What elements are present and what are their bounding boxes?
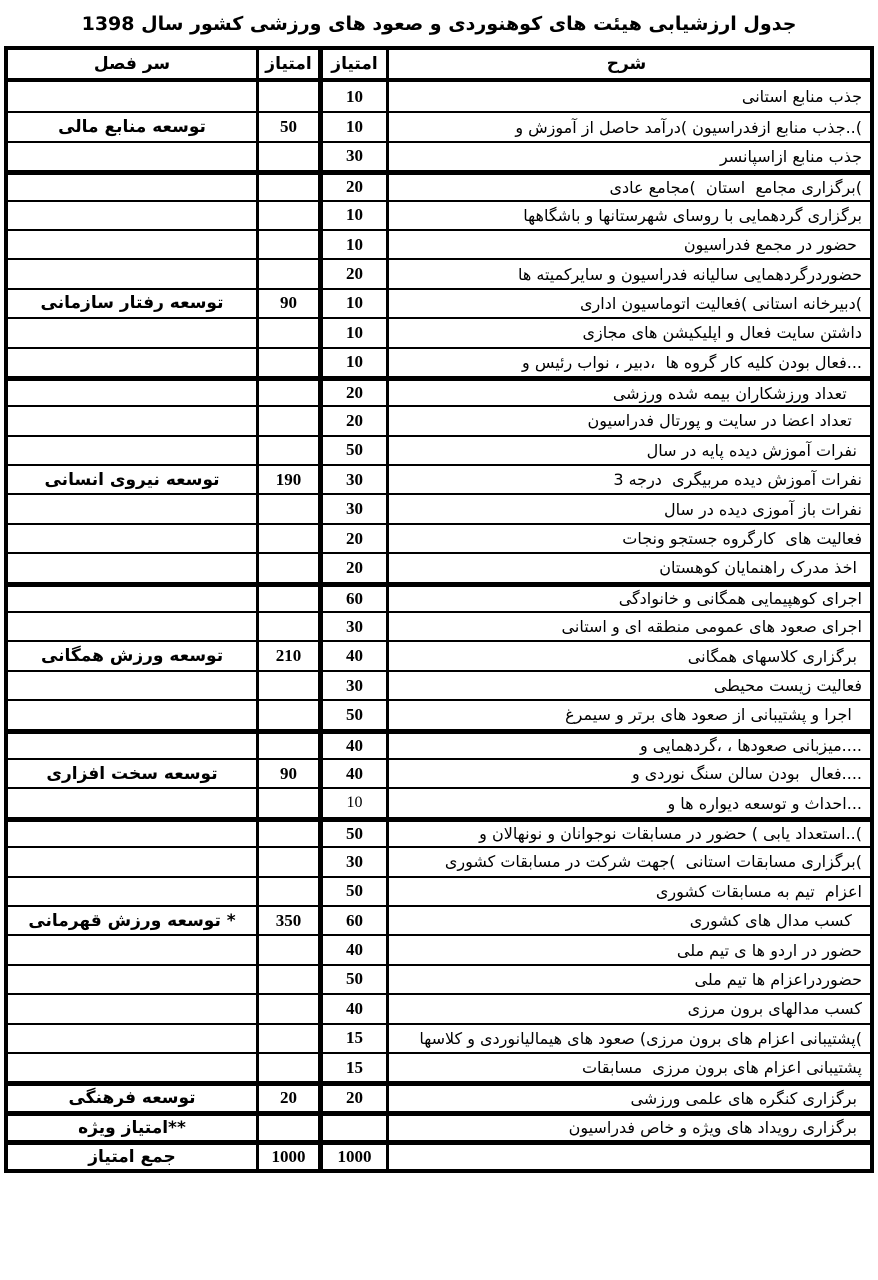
table-row	[8, 846, 870, 875]
total-score-cell: 90	[256, 290, 318, 317]
total-score-cell	[256, 437, 318, 464]
item-score-cell: 1000	[318, 1145, 386, 1169]
total-score-cell: 90	[256, 760, 318, 787]
total-score-cell	[256, 381, 318, 405]
table-row	[8, 523, 870, 552]
total-score-cell	[256, 319, 318, 346]
table-row	[8, 405, 870, 434]
header-item-score: امتیاز	[318, 50, 386, 78]
description-cell: )برگزاری مجامع استان )مجامع عادی	[386, 175, 870, 199]
total-score-cell	[256, 878, 318, 905]
item-score-cell: 60	[318, 907, 386, 934]
chapter-cell	[8, 734, 256, 758]
description-cell: داشتن سایت فعال و اپلیکیشن های مجازی	[386, 319, 870, 346]
description-cell: نفرات آموزش دیده مربیگری درجه 3	[386, 466, 870, 493]
chapter-cell: توسعه منابع مالی	[58, 117, 206, 138]
item-score-cell: 50	[318, 437, 386, 464]
item-score-cell: 10	[318, 319, 386, 346]
item-score-cell: 10	[318, 789, 386, 816]
item-score-cell: 50	[318, 701, 386, 728]
total-score-cell	[256, 995, 318, 1022]
item-score-cell: 50	[318, 878, 386, 905]
item-score-cell: 20	[318, 175, 386, 199]
table-row	[8, 200, 870, 229]
item-score-cell: 40	[318, 995, 386, 1022]
chapter-cell	[8, 1025, 256, 1052]
description-cell: )..استعداد یابی ) حضور در مسابقات نوجوانان و نونهالان و	[386, 822, 870, 846]
table-row	[8, 317, 870, 346]
table-row	[8, 905, 870, 934]
total-score-cell	[256, 789, 318, 816]
table-row	[8, 552, 870, 581]
item-score-cell: 10	[318, 349, 386, 376]
description-cell: اجرای صعود های عمومی منطقه ای و استانی	[386, 613, 870, 640]
table-row	[8, 1023, 870, 1052]
description-cell: جذب منابع استانی	[386, 82, 870, 111]
chapter-cell: توسعه نیروی انسانی	[44, 469, 220, 490]
chapter-cell	[8, 789, 256, 816]
item-score-cell: 40	[318, 642, 386, 669]
item-score-cell: 30	[318, 495, 386, 522]
header-description: شرح	[386, 50, 870, 78]
item-score-cell	[318, 1116, 386, 1140]
description-cell: برگزاری کلاسهای همگانی	[386, 642, 870, 669]
chapter-cell	[8, 701, 256, 728]
total-score-cell	[256, 349, 318, 376]
item-score-cell: 30	[318, 672, 386, 699]
header-chapter: سر فصل	[93, 54, 171, 74]
description-cell: ....میزبانی صعودها ، ،گردهمایی و	[386, 734, 870, 758]
evaluation-table	[4, 46, 874, 1173]
table-row	[8, 787, 870, 816]
table-row	[8, 376, 870, 405]
total-score-cell	[256, 495, 318, 522]
table-row	[8, 876, 870, 905]
chapter-cell	[8, 175, 256, 199]
item-score-cell: 20	[318, 260, 386, 287]
item-score-cell: 10	[318, 82, 386, 111]
total-score-cell: 50	[256, 113, 318, 140]
description-cell: حضوردرگردهمایی سالیانه فدراسیون و سایرکمیته ها	[386, 260, 870, 287]
table-row	[8, 729, 870, 758]
total-score-cell: 210	[256, 642, 318, 669]
description-cell: نفرات باز آموزی دیده در سال	[386, 495, 870, 522]
description-cell: حضور در اردو ها ی تیم ملی	[386, 936, 870, 963]
table-row	[8, 699, 870, 728]
table-row	[8, 817, 870, 846]
total-score-cell	[256, 672, 318, 699]
chapter-cell	[8, 82, 256, 111]
table-header-row	[8, 50, 870, 82]
item-score-cell: 40	[318, 760, 386, 787]
table-row	[8, 347, 870, 376]
table-row	[8, 170, 870, 199]
chapter-cell	[8, 381, 256, 405]
description-cell: )دبیرخانه استانی )فعالیت اتوماسیون اداری	[386, 290, 870, 317]
description-cell: ....فعال بودن سالن سنگ نوردی و	[386, 760, 870, 787]
chapter-cell	[8, 143, 256, 170]
description-cell: تعداد ورزشکاران بیمه شده ورزشی	[386, 381, 870, 405]
chapter-cell: توسعه رفتار سازمانی	[40, 293, 224, 314]
chapter-cell: توسعه سخت افزاری	[46, 763, 218, 784]
description-cell: )برگزاری مسابقات استانی )جهت شرکت در مسابقات کشوری	[386, 848, 870, 875]
description-cell: کسب مدالهای برون مرزی	[386, 995, 870, 1022]
total-score-cell	[256, 175, 318, 199]
chapter-cell	[8, 495, 256, 522]
description-cell: حضوردراعزام ها تیم ملی	[386, 966, 870, 993]
chapter-cell	[8, 1054, 256, 1081]
description-cell: اجرای کوهپیمایی همگانی و خانوادگی	[386, 587, 870, 611]
total-score-cell	[256, 966, 318, 993]
item-score-cell: 15	[318, 1054, 386, 1081]
item-score-cell: 60	[318, 587, 386, 611]
table-row	[8, 229, 870, 258]
table-row	[8, 670, 870, 699]
item-score-cell: 30	[318, 848, 386, 875]
chapter-cell	[8, 672, 256, 699]
item-score-cell: 10	[318, 202, 386, 229]
description-cell: تعداد اعضا در سایت و پورتال فدراسیون	[386, 407, 870, 434]
total-score-cell	[256, 1116, 318, 1140]
item-score-cell: 20	[318, 525, 386, 552]
item-score-cell: 50	[318, 966, 386, 993]
table-row	[8, 1081, 870, 1110]
item-score-cell: 20	[318, 381, 386, 405]
description-cell: برگزاری گردهمایی با روسای شهرستانها و باشگاهها	[386, 202, 870, 229]
description-cell: برگزاری کنگره های علمی ورزشی	[386, 1086, 870, 1110]
chapter-cell	[8, 878, 256, 905]
total-score-cell	[256, 407, 318, 434]
table-row	[8, 435, 870, 464]
description-cell: فعالیت زیست محیطی	[386, 672, 870, 699]
description-cell: نفرات آموزش دیده پایه در سال	[386, 437, 870, 464]
chapter-cell	[8, 202, 256, 229]
description-cell: جذب منابع ازاسپانسر	[386, 143, 870, 170]
item-score-cell: 10	[318, 290, 386, 317]
table-row	[8, 934, 870, 963]
total-score-cell	[256, 525, 318, 552]
description-cell: )..جذب منابع ازفدراسیون )درآمد حاصل از آموزش و	[386, 113, 870, 140]
table-row	[8, 493, 870, 522]
chapter-cell: جمع امتیاز	[88, 1147, 176, 1168]
chapter-cell	[8, 822, 256, 846]
total-score-cell	[256, 231, 318, 258]
table-row	[8, 111, 870, 140]
description-cell: پشتیبانی اعزام های برون مرزی مسابقات	[386, 1054, 870, 1081]
chapter-cell: * توسعه ورزش قهرمانی	[28, 910, 236, 931]
total-score-cell	[256, 734, 318, 758]
table-row	[8, 993, 870, 1022]
item-score-cell: 20	[318, 554, 386, 581]
chapter-cell	[8, 437, 256, 464]
item-score-cell: 30	[318, 466, 386, 493]
table-row	[8, 964, 870, 993]
chapter-cell: **امتیاز ویژه	[78, 1117, 186, 1138]
description-cell: ...احداث و توسعه دیواره ها و	[386, 789, 870, 816]
description-cell: )پشتیبانی اعزام های برون مرزی) صعود های هیمالیانوردی و کلاسها	[386, 1025, 870, 1052]
total-score-cell: 20	[256, 1086, 318, 1110]
total-score-cell: 1000	[256, 1145, 318, 1169]
table-row	[8, 258, 870, 287]
item-score-cell: 30	[318, 143, 386, 170]
item-score-cell: 50	[318, 822, 386, 846]
chapter-cell	[8, 587, 256, 611]
total-score-cell	[256, 1054, 318, 1081]
description-cell: اعزام تیم به مسابقات کشوری	[386, 878, 870, 905]
total-score-cell	[256, 82, 318, 111]
chapter-cell	[8, 260, 256, 287]
item-score-cell: 20	[318, 1086, 386, 1110]
chapter-cell	[8, 319, 256, 346]
item-score-cell: 10	[318, 113, 386, 140]
chapter-cell	[8, 349, 256, 376]
table-row	[8, 1111, 870, 1140]
table-row	[8, 758, 870, 787]
table-row	[8, 141, 870, 170]
description-cell	[386, 1145, 870, 1169]
total-score-cell	[256, 822, 318, 846]
total-score-cell: 190	[256, 466, 318, 493]
item-score-cell: 40	[318, 936, 386, 963]
chapter-cell: توسعه فرهنگی	[68, 1088, 196, 1109]
description-cell: فعالیت های کارگروه جستجو ونجات	[386, 525, 870, 552]
table-row	[8, 1140, 870, 1169]
total-score-cell	[256, 936, 318, 963]
total-score-cell	[256, 554, 318, 581]
table-row	[8, 611, 870, 640]
item-score-cell: 20	[318, 407, 386, 434]
table-row	[8, 464, 870, 493]
item-score-cell: 10	[318, 231, 386, 258]
total-score-cell	[256, 202, 318, 229]
table-body	[8, 82, 870, 1169]
table-row	[8, 82, 870, 111]
description-cell: اخذ مدرک راهنمایان کوهستان	[386, 554, 870, 581]
table-row	[8, 640, 870, 669]
chapter-cell	[8, 613, 256, 640]
description-cell: حضور در مجمع فدراسیون	[386, 231, 870, 258]
chapter-cell	[8, 407, 256, 434]
total-score-cell: 350	[256, 907, 318, 934]
description-cell: اجرا و پشتیبانی از صعود های برتر و سیمرغ	[386, 701, 870, 728]
description-cell: ...فعال بودن کلیه کار گروه ها ،دبیر ، نواب رئیس و	[386, 349, 870, 376]
item-score-cell: 40	[318, 734, 386, 758]
description-cell: برگزاری رویداد های ویژه و خاص فدراسیون	[386, 1116, 870, 1140]
chapter-cell: توسعه ورزش همگانی	[40, 646, 224, 667]
item-score-cell: 15	[318, 1025, 386, 1052]
chapter-cell	[8, 936, 256, 963]
document-title: جدول ارزشیابی هیئت های کوهنوردی و صعود های ورزشی کشور سال 1398	[81, 13, 797, 35]
chapter-cell	[8, 231, 256, 258]
chapter-cell	[8, 995, 256, 1022]
total-score-cell	[256, 260, 318, 287]
description-cell: کسب مدال های کشوری	[386, 907, 870, 934]
table-row	[8, 582, 870, 611]
total-score-cell	[256, 587, 318, 611]
chapter-cell	[8, 525, 256, 552]
chapter-cell	[8, 848, 256, 875]
total-score-cell	[256, 848, 318, 875]
header-total-score: امتیاز	[256, 50, 318, 78]
table-row	[8, 288, 870, 317]
total-score-cell	[256, 613, 318, 640]
total-score-cell	[256, 1025, 318, 1052]
total-score-cell	[256, 701, 318, 728]
chapter-cell	[8, 554, 256, 581]
table-row	[8, 1052, 870, 1081]
item-score-cell: 30	[318, 613, 386, 640]
total-score-cell	[256, 143, 318, 170]
chapter-cell	[8, 966, 256, 993]
